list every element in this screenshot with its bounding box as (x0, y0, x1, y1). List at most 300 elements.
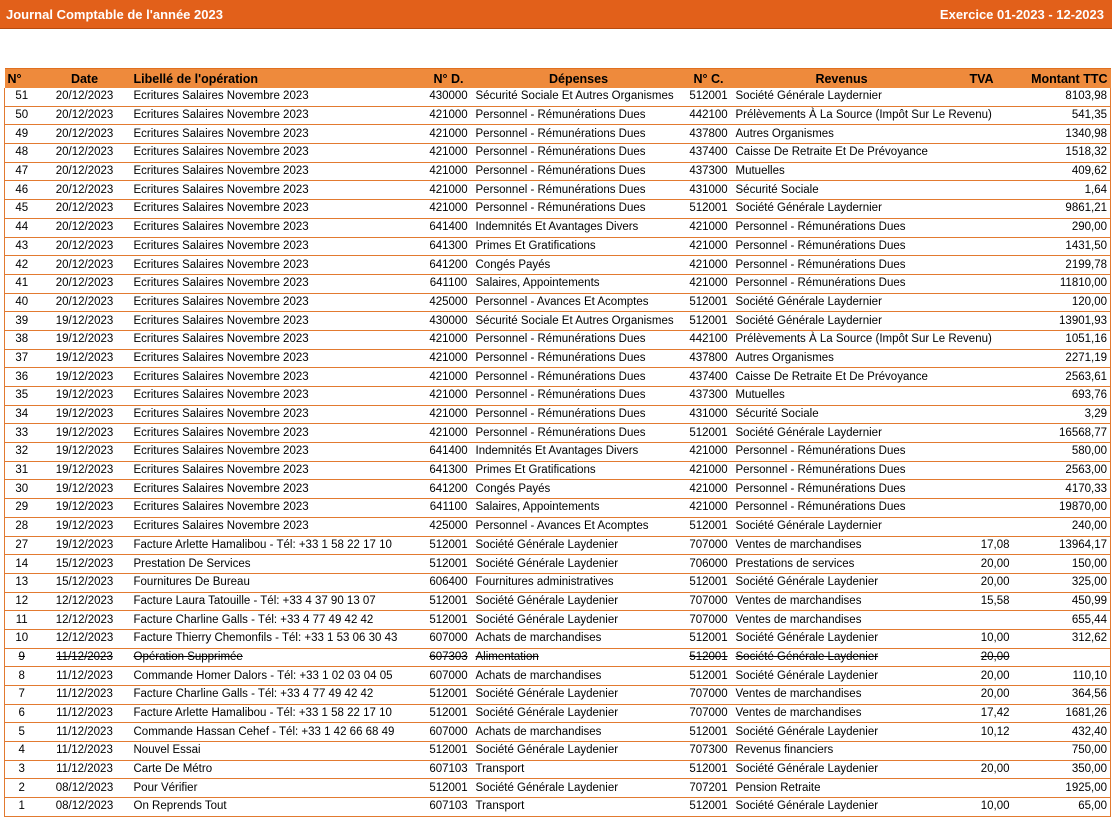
cell-libelle: Facture Arlette Hamalibou - Tél: +33 1 58 22 17 10 (131, 704, 425, 723)
cell-tva (951, 200, 1013, 219)
cell-libelle: Ecritures Salaires Novembre 2023 (131, 162, 425, 181)
table-row[interactable] (5, 125, 1111, 144)
cell-debit-account: 421000 (425, 144, 473, 163)
cell-debit-account: 421000 (425, 106, 473, 125)
table-row[interactable] (5, 368, 1111, 387)
cell-tva: 10,00 (951, 798, 1013, 817)
cell-date: 12/12/2023 (39, 592, 131, 611)
cell-montant: 1925,00 (1013, 779, 1111, 798)
cell-depenses: Congés Payés (473, 480, 685, 499)
table-row[interactable] (5, 424, 1111, 443)
cell-revenus: Revenus financiers (733, 742, 951, 761)
cell-libelle: Ecritures Salaires Novembre 2023 (131, 125, 425, 144)
cell-num: 28 (5, 517, 39, 536)
cell-depenses: Société Générale Laydenier (473, 704, 685, 723)
cell-depenses: Primes Et Gratifications (473, 237, 685, 256)
cell-revenus: Caisse De Retraite Et De Prévoyance (733, 368, 951, 387)
table-row[interactable] (5, 330, 1111, 349)
cell-depenses: Société Générale Laydenier (473, 686, 685, 705)
cell-date: 20/12/2023 (39, 274, 131, 293)
cell-debit-account: 430000 (425, 88, 473, 106)
cell-revenus: Prestations de services (733, 555, 951, 574)
cell-montant: 1681,26 (1013, 704, 1111, 723)
cell-date: 19/12/2023 (39, 499, 131, 518)
cell-date: 19/12/2023 (39, 461, 131, 480)
cell-montant: 13964,17 (1013, 536, 1111, 555)
cell-depenses: Personnel - Rémunérations Dues (473, 106, 685, 125)
cell-credit-account: 437400 (685, 144, 733, 163)
cell-libelle: Fournitures De Bureau (131, 573, 425, 592)
cell-num: 35 (5, 387, 39, 406)
table-row[interactable] (5, 312, 1111, 331)
cell-num: 13 (5, 573, 39, 592)
cell-tva (951, 443, 1013, 462)
cell-debit-account: 421000 (425, 424, 473, 443)
table-row[interactable] (5, 293, 1111, 312)
cell-depenses: Transport (473, 760, 685, 779)
table-row[interactable] (5, 144, 1111, 163)
cell-libelle: Ecritures Salaires Novembre 2023 (131, 293, 425, 312)
cell-montant: 2199,78 (1013, 256, 1111, 275)
cell-tva (951, 237, 1013, 256)
cell-credit-account: 442100 (685, 106, 733, 125)
cell-revenus: Société Générale Laydernier (733, 424, 951, 443)
cell-tva (951, 611, 1013, 630)
cell-tva: 17,42 (951, 704, 1013, 723)
cell-num: 10 (5, 629, 39, 648)
cell-libelle: Ecritures Salaires Novembre 2023 (131, 106, 425, 125)
cell-depenses: Achats de marchandises (473, 667, 685, 686)
cell-num: 42 (5, 256, 39, 275)
cell-montant: 693,76 (1013, 387, 1111, 406)
cell-credit-account: 512001 (685, 798, 733, 817)
cell-montant: 4170,33 (1013, 480, 1111, 499)
cell-depenses: Personnel - Rémunérations Dues (473, 424, 685, 443)
cell-num: 36 (5, 368, 39, 387)
cell-depenses: Personnel - Rémunérations Dues (473, 162, 685, 181)
cell-tva: 10,12 (951, 723, 1013, 742)
cell-credit-account: 512001 (685, 667, 733, 686)
cell-num: 11 (5, 611, 39, 630)
cell-credit-account: 512001 (685, 312, 733, 331)
cell-date: 19/12/2023 (39, 517, 131, 536)
cell-tva (951, 293, 1013, 312)
table-row[interactable] (5, 162, 1111, 181)
table-row[interactable] (5, 648, 1111, 667)
cell-debit-account: 606400 (425, 573, 473, 592)
cell-revenus: Ventes de marchandises (733, 611, 951, 630)
cell-libelle: Ecritures Salaires Novembre 2023 (131, 517, 425, 536)
cell-debit-account: 641300 (425, 461, 473, 480)
cell-montant: 750,00 (1013, 742, 1111, 761)
cell-credit-account: 512001 (685, 293, 733, 312)
cell-revenus: Société Générale Laydernier (733, 517, 951, 536)
table-row[interactable] (5, 592, 1111, 611)
cell-credit-account: 421000 (685, 218, 733, 237)
table-row[interactable] (5, 387, 1111, 406)
cell-depenses: Personnel - Rémunérations Dues (473, 349, 685, 368)
cell-libelle: Facture Arlette Hamalibou - Tél: +33 1 58 22 17 10 (131, 536, 425, 555)
cell-montant: 240,00 (1013, 517, 1111, 536)
cell-depenses: Société Générale Laydenier (473, 742, 685, 761)
cell-num: 46 (5, 181, 39, 200)
cell-revenus: Ventes de marchandises (733, 536, 951, 555)
cell-revenus: Personnel - Rémunérations Dues (733, 218, 951, 237)
cell-credit-account: 707000 (685, 686, 733, 705)
cell-tva (951, 742, 1013, 761)
cell-depenses: Transport (473, 798, 685, 817)
fiscal-period: Exercice 01-2023 - 12-2023 (939, 6, 1104, 22)
cell-montant: 541,35 (1013, 106, 1111, 125)
cell-libelle: Ecritures Salaires Novembre 2023 (131, 88, 425, 106)
cell-date: 08/12/2023 (39, 779, 131, 798)
cell-depenses: Congés Payés (473, 256, 685, 275)
cell-revenus: Personnel - Rémunérations Dues (733, 237, 951, 256)
cell-date: 20/12/2023 (39, 144, 131, 163)
table-row[interactable] (5, 443, 1111, 462)
cell-montant: 1518,32 (1013, 144, 1111, 163)
cell-libelle: Opération Supprimée (131, 648, 425, 667)
cell-debit-account: 512001 (425, 686, 473, 705)
table-row[interactable] (5, 106, 1111, 125)
cell-depenses: Personnel - Rémunérations Dues (473, 368, 685, 387)
cell-num: 4 (5, 742, 39, 761)
table-row[interactable] (5, 704, 1111, 723)
cell-date: 12/12/2023 (39, 611, 131, 630)
cell-debit-account: 641200 (425, 480, 473, 499)
cell-revenus: Société Générale Laydenier (733, 723, 951, 742)
cell-date: 11/12/2023 (39, 704, 131, 723)
cell-debit-account: 512001 (425, 555, 473, 574)
cell-debit-account: 425000 (425, 517, 473, 536)
cell-revenus: Autres Organismes (733, 349, 951, 368)
cell-montant: 325,00 (1013, 573, 1111, 592)
cell-num: 43 (5, 237, 39, 256)
cell-revenus: Ventes de marchandises (733, 592, 951, 611)
cell-date: 20/12/2023 (39, 256, 131, 275)
cell-credit-account: 431000 (685, 405, 733, 424)
cell-montant: 364,56 (1013, 686, 1111, 705)
table-row[interactable] (5, 611, 1111, 630)
cell-credit-account: 707201 (685, 779, 733, 798)
cell-date: 11/12/2023 (39, 686, 131, 705)
cell-depenses: Fournitures administratives (473, 573, 685, 592)
cell-montant: 312,62 (1013, 629, 1111, 648)
table-row[interactable] (5, 760, 1111, 779)
cell-num: 39 (5, 312, 39, 331)
column-header-libelle[interactable]: Libellé de l'opération (131, 69, 425, 89)
cell-debit-account: 421000 (425, 349, 473, 368)
cell-depenses: Sécurité Sociale Et Autres Organismes (473, 312, 685, 331)
table-row[interactable] (5, 686, 1111, 705)
cell-tva: 20,00 (951, 648, 1013, 667)
cell-debit-account: 421000 (425, 405, 473, 424)
journal-table (4, 68, 1111, 817)
cell-credit-account: 512001 (685, 88, 733, 106)
journal-rows (5, 88, 1111, 816)
cell-date: 20/12/2023 (39, 293, 131, 312)
cell-libelle: Prestation De Services (131, 555, 425, 574)
cell-revenus: Sécurité Sociale (733, 405, 951, 424)
cell-depenses: Personnel - Avances Et Acomptes (473, 517, 685, 536)
cell-depenses: Salaires, Appointements (473, 499, 685, 518)
cell-revenus: Sécurité Sociale (733, 181, 951, 200)
cell-date: 19/12/2023 (39, 387, 131, 406)
cell-montant: 1051,16 (1013, 330, 1111, 349)
cell-tva: 15,58 (951, 592, 1013, 611)
table-row[interactable] (5, 349, 1111, 368)
cell-revenus: Autres Organismes (733, 125, 951, 144)
column-header-montant[interactable]: Montant TTC (1013, 69, 1111, 89)
cell-debit-account: 607000 (425, 723, 473, 742)
cell-num: 8 (5, 667, 39, 686)
column-header-num[interactable]: N° (5, 69, 39, 89)
cell-libelle: On Reprends Tout (131, 798, 425, 817)
cell-montant: 655,44 (1013, 611, 1111, 630)
table-row[interactable] (5, 723, 1111, 742)
column-header-nd[interactable]: N° D. (425, 69, 473, 89)
table-row[interactable] (5, 181, 1111, 200)
cell-date: 11/12/2023 (39, 667, 131, 686)
column-header-depenses[interactable]: Dépenses (473, 69, 685, 89)
cell-num: 44 (5, 218, 39, 237)
cell-tva (951, 779, 1013, 798)
table-row[interactable] (5, 779, 1111, 798)
cell-montant: 409,62 (1013, 162, 1111, 181)
table-row[interactable] (5, 573, 1111, 592)
cell-libelle: Ecritures Salaires Novembre 2023 (131, 181, 425, 200)
cell-montant: 3,29 (1013, 405, 1111, 424)
cell-tva (951, 218, 1013, 237)
table-row[interactable] (5, 480, 1111, 499)
cell-credit-account: 421000 (685, 256, 733, 275)
cell-debit-account: 512001 (425, 704, 473, 723)
cell-date: 19/12/2023 (39, 349, 131, 368)
cell-tva (951, 368, 1013, 387)
cell-credit-account: 442100 (685, 330, 733, 349)
cell-date: 19/12/2023 (39, 405, 131, 424)
cell-tva (951, 461, 1013, 480)
cell-credit-account: 512001 (685, 573, 733, 592)
table-row[interactable] (5, 536, 1111, 555)
cell-date: 19/12/2023 (39, 330, 131, 349)
cell-libelle: Nouvel Essai (131, 742, 425, 761)
table-row[interactable] (5, 88, 1111, 106)
cell-depenses: Salaires, Appointements (473, 274, 685, 293)
table-row[interactable] (5, 629, 1111, 648)
cell-revenus: Société Générale Laydernier (733, 200, 951, 219)
cell-debit-account: 421000 (425, 125, 473, 144)
table-row[interactable] (5, 256, 1111, 275)
cell-credit-account: 706000 (685, 555, 733, 574)
cell-depenses: Indemnités Et Avantages Divers (473, 443, 685, 462)
cell-credit-account: 437800 (685, 125, 733, 144)
cell-montant: 2271,19 (1013, 349, 1111, 368)
cell-credit-account: 512001 (685, 424, 733, 443)
cell-tva (951, 162, 1013, 181)
table-row[interactable] (5, 667, 1111, 686)
cell-libelle: Ecritures Salaires Novembre 2023 (131, 387, 425, 406)
cell-date: 20/12/2023 (39, 237, 131, 256)
cell-depenses: Personnel - Rémunérations Dues (473, 387, 685, 406)
cell-depenses: Personnel - Rémunérations Dues (473, 181, 685, 200)
cell-credit-account: 437400 (685, 368, 733, 387)
cell-libelle: Facture Laura Tatouille - Tél: +33 4 37 90 13 07 (131, 592, 425, 611)
cell-debit-account: 641100 (425, 499, 473, 518)
cell-tva (951, 312, 1013, 331)
cell-num: 33 (5, 424, 39, 443)
cell-debit-account: 421000 (425, 162, 473, 181)
cell-revenus: Caisse De Retraite Et De Prévoyance (733, 144, 951, 163)
cell-montant: 9861,21 (1013, 200, 1111, 219)
cell-revenus: Société Générale Laydenier (733, 629, 951, 648)
cell-credit-account: 707000 (685, 536, 733, 555)
cell-revenus: Personnel - Rémunérations Dues (733, 499, 951, 518)
column-header-revenus[interactable]: Revenus (733, 69, 951, 89)
cell-tva (951, 499, 1013, 518)
cell-libelle: Ecritures Salaires Novembre 2023 (131, 443, 425, 462)
table-row[interactable] (5, 555, 1111, 574)
column-header-nc[interactable]: N° C. (685, 69, 733, 89)
cell-num: 29 (5, 499, 39, 518)
cell-libelle: Ecritures Salaires Novembre 2023 (131, 237, 425, 256)
cell-credit-account: 437800 (685, 349, 733, 368)
cell-num: 40 (5, 293, 39, 312)
cell-num: 9 (5, 648, 39, 667)
table-row[interactable] (5, 461, 1111, 480)
cell-tva (951, 274, 1013, 293)
cell-depenses: Achats de marchandises (473, 629, 685, 648)
cell-date: 11/12/2023 (39, 648, 131, 667)
cell-libelle: Ecritures Salaires Novembre 2023 (131, 424, 425, 443)
cell-num: 3 (5, 760, 39, 779)
cell-libelle: Ecritures Salaires Novembre 2023 (131, 200, 425, 219)
cell-date: 20/12/2023 (39, 106, 131, 125)
journal-table-container (4, 68, 1110, 817)
table-row[interactable] (5, 237, 1111, 256)
cell-revenus: Pension Retraite (733, 779, 951, 798)
table-row[interactable] (5, 742, 1111, 761)
cell-credit-account: 512001 (685, 517, 733, 536)
cell-tva (951, 181, 1013, 200)
cell-debit-account: 512001 (425, 536, 473, 555)
cell-depenses: Personnel - Avances Et Acomptes (473, 293, 685, 312)
cell-montant: 2563,00 (1013, 461, 1111, 480)
cell-debit-account: 430000 (425, 312, 473, 331)
cell-num: 12 (5, 592, 39, 611)
cell-date: 19/12/2023 (39, 480, 131, 499)
cell-depenses: Société Générale Laydenier (473, 611, 685, 630)
cell-num: 32 (5, 443, 39, 462)
column-header-date[interactable]: Date (39, 69, 131, 89)
cell-debit-account: 641400 (425, 443, 473, 462)
cell-num: 37 (5, 349, 39, 368)
cell-montant: 110,10 (1013, 667, 1111, 686)
cell-montant: 432,40 (1013, 723, 1111, 742)
table-row[interactable] (5, 798, 1111, 817)
cell-revenus: Prélèvements À La Source (Impôt Sur Le Revenu) (733, 330, 951, 349)
cell-montant: 16568,77 (1013, 424, 1111, 443)
cell-revenus: Personnel - Rémunérations Dues (733, 461, 951, 480)
cell-revenus: Mutuelles (733, 162, 951, 181)
cell-num: 2 (5, 779, 39, 798)
cell-montant: 2563,61 (1013, 368, 1111, 387)
cell-libelle: Ecritures Salaires Novembre 2023 (131, 144, 425, 163)
cell-date: 19/12/2023 (39, 368, 131, 387)
table-row[interactable] (5, 517, 1111, 536)
cell-debit-account: 421000 (425, 387, 473, 406)
table-row[interactable] (5, 218, 1111, 237)
cell-depenses: Sécurité Sociale Et Autres Organismes (473, 88, 685, 106)
cell-tva (951, 424, 1013, 443)
cell-libelle: Ecritures Salaires Novembre 2023 (131, 368, 425, 387)
cell-credit-account: 421000 (685, 461, 733, 480)
cell-revenus: Personnel - Rémunérations Dues (733, 274, 951, 293)
cell-montant (1013, 648, 1111, 667)
cell-date: 19/12/2023 (39, 443, 131, 462)
cell-credit-account: 421000 (685, 499, 733, 518)
cell-credit-account: 707000 (685, 704, 733, 723)
cell-date: 19/12/2023 (39, 312, 131, 331)
cell-date: 15/12/2023 (39, 555, 131, 574)
cell-depenses: Société Générale Laydenier (473, 555, 685, 574)
cell-libelle: Ecritures Salaires Novembre 2023 (131, 274, 425, 293)
cell-tva: 17,08 (951, 536, 1013, 555)
cell-date: 19/12/2023 (39, 536, 131, 555)
cell-libelle: Ecritures Salaires Novembre 2023 (131, 256, 425, 275)
cell-depenses: Personnel - Rémunérations Dues (473, 125, 685, 144)
table-row[interactable] (5, 274, 1111, 293)
cell-montant: 350,00 (1013, 760, 1111, 779)
cell-date: 11/12/2023 (39, 723, 131, 742)
cell-tva (951, 144, 1013, 163)
cell-libelle: Ecritures Salaires Novembre 2023 (131, 349, 425, 368)
cell-date: 20/12/2023 (39, 88, 131, 106)
cell-revenus: Personnel - Rémunérations Dues (733, 256, 951, 275)
cell-tva (951, 88, 1013, 106)
cell-montant: 120,00 (1013, 293, 1111, 312)
cell-date: 20/12/2023 (39, 125, 131, 144)
column-header-tva[interactable]: TVA (951, 69, 1013, 89)
cell-libelle: Facture Charline Galls - Tél: +33 4 77 49 42 42 (131, 611, 425, 630)
title-bar (0, 0, 1112, 29)
table-row[interactable] (5, 200, 1111, 219)
cell-num: 14 (5, 555, 39, 574)
cell-revenus: Mutuelles (733, 387, 951, 406)
cell-debit-account: 512001 (425, 779, 473, 798)
cell-libelle: Ecritures Salaires Novembre 2023 (131, 480, 425, 499)
cell-num: 45 (5, 200, 39, 219)
cell-libelle: Ecritures Salaires Novembre 2023 (131, 499, 425, 518)
cell-depenses: Société Générale Laydenier (473, 779, 685, 798)
cell-libelle: Carte De Métro (131, 760, 425, 779)
cell-depenses: Primes Et Gratifications (473, 461, 685, 480)
cell-credit-account: 512001 (685, 760, 733, 779)
cell-revenus: Société Générale Laydenier (733, 798, 951, 817)
table-row[interactable] (5, 405, 1111, 424)
cell-date: 11/12/2023 (39, 742, 131, 761)
cell-montant: 450,99 (1013, 592, 1111, 611)
table-row[interactable] (5, 499, 1111, 518)
cell-montant: 290,00 (1013, 218, 1111, 237)
cell-date: 11/12/2023 (39, 760, 131, 779)
cell-num: 50 (5, 106, 39, 125)
journal-title: Journal Comptable de l'année 2023 (6, 6, 223, 22)
cell-montant: 8103,98 (1013, 88, 1111, 106)
cell-date: 12/12/2023 (39, 629, 131, 648)
cell-depenses: Personnel - Rémunérations Dues (473, 144, 685, 163)
cell-credit-account: 421000 (685, 443, 733, 462)
